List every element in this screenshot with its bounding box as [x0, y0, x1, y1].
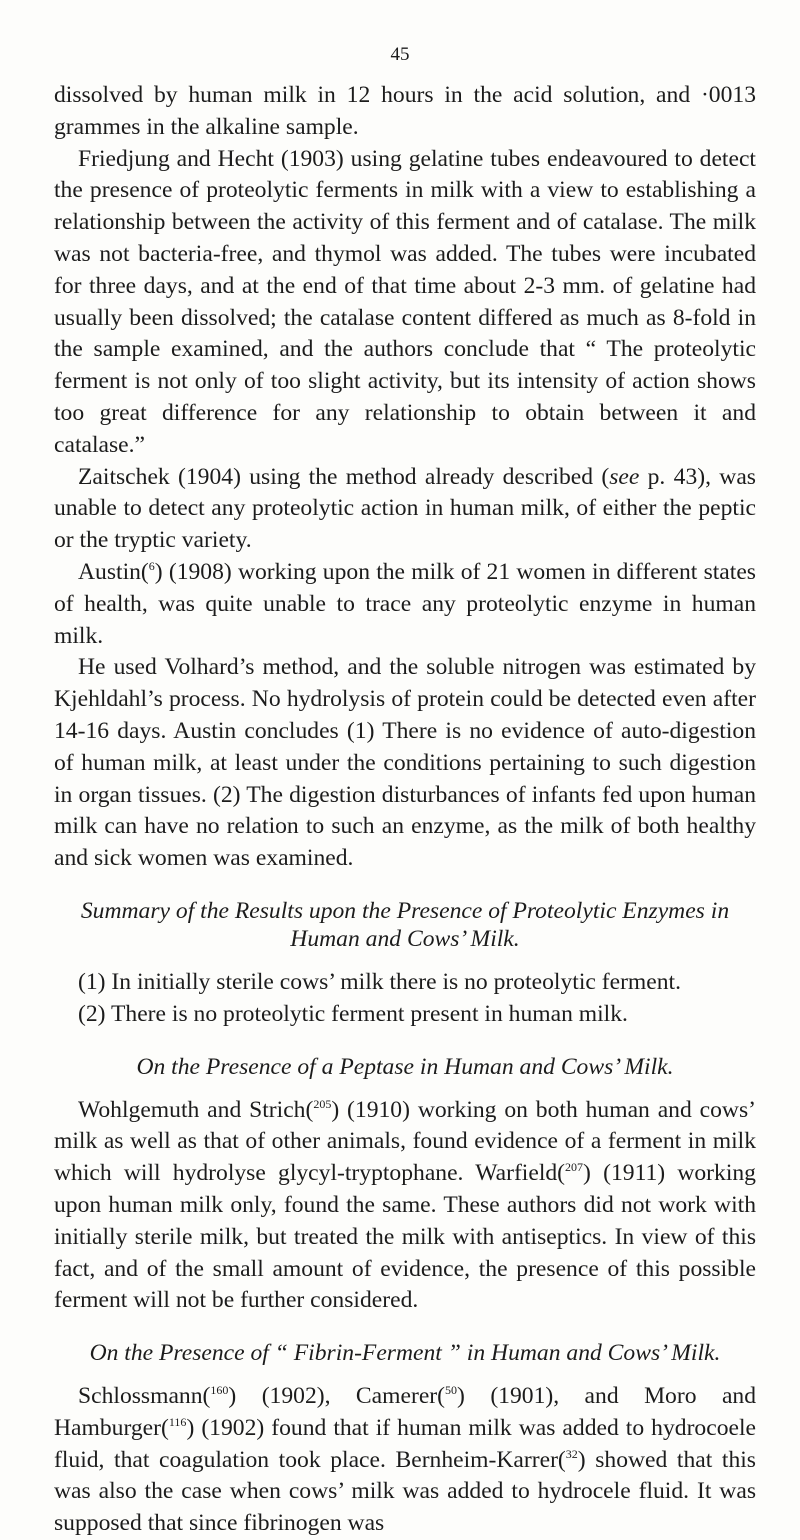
peptase-heading: On the Presence of a Peptase in Human and Cows’ Milk.	[136, 1053, 674, 1080]
fibrin-text-d: ) (1902) found that if human milk was added to hydrocoele fluid, that coagulation took place. Bernheim-Karrer(	[54, 1414, 756, 1473]
summary-item-1: (1) In initially sterile cows’ milk there is no proteolytic ferment.	[78, 968, 681, 995]
fibrin-ref-c: 116	[168, 1414, 187, 1429]
peptase-text-c: ) (1911) working upon human milk only, found the same. These authors did not work with initially sterile milk, but treated the milk with antiseptics. In view of this fact, and of the small amount of evidence, the presence of this possible ferment will not be further considered.	[54, 1160, 756, 1314]
peptase-ref-a: 205	[313, 1096, 332, 1111]
fibrin-text-c: ) (1901), and Moro and Hamburger(	[54, 1383, 757, 1441]
fibrin-text-a: Schlossmann(	[78, 1383, 211, 1410]
paragraph-continuation: dissolved by human milk in 12 hours in the acid solution, and ·0013 grammes in the alkaline sample.	[54, 82, 756, 140]
austin-pre: Austin(	[78, 558, 149, 585]
fibrin-ref-d: 32	[565, 1446, 578, 1461]
fibrin-text-b: ) (1902), Camerer(	[228, 1383, 446, 1410]
summary-heading: Summary of the Results upon the Presence of Proteolytic Enzymes in Human and Cows’ Milk.	[80, 897, 730, 952]
page-number: 45	[390, 44, 410, 65]
paragraph-zaitschek	[54, 462, 756, 557]
paragraph-volhard: He used Volhard’s method, and the soluble nitrogen was estimated by Kjehldahl’s process. No hydrolysis of protein could be detected even after 14-16 days. Austin concludes (1) There is no evidence of auto-digestion of human milk, at least under the conditions pertaining to such digestion in organ tissues. (2) The digestion disturbances of infants fed upon human milk can have no relation to such an enzyme, as the milk of both healthy and sick women was examined.	[54, 654, 756, 872]
body-text	[54, 80, 756, 1540]
fibrin-ref-b: 50	[445, 1383, 458, 1398]
fibrin-ref-a: 160	[210, 1383, 229, 1398]
peptase-ref-b: 207	[565, 1160, 584, 1175]
fibrin-text-e: ) showed that this was also the case when cows’ milk was added to hydrocele fluid. It was supposed that since fibrinogen was	[54, 1446, 756, 1537]
austin-ref: 6	[148, 558, 155, 573]
paragraph-friedjung-hecht: Friedjung and Hecht (1903) using gelatine tubes endeavoured to detect the presence of proteolytic ferments in milk with a view to establishing a relationship between the activity of this ferment and of catalase. The milk was not bacteria-free, and thymol was added. The tubes were incubated for three days, and at the end of that time about 2-3 mm. of gelatine had usually been dissolved; the catalase content differed as much as 8-fold in the sample examined, and the authors conclude that “ The proteolytic ferment is not only of too slight activity, but its intensity of action shows too great difference for any relationship to obtain between it and catalase.”	[54, 145, 756, 458]
summary-item-2: (2) There is no proteolytic ferment present in human milk.	[78, 1000, 628, 1027]
paragraph-fibrin	[54, 1381, 756, 1540]
zaitschek-see: see	[609, 463, 640, 490]
paragraph-austin	[54, 557, 756, 652]
peptase-text-b: ) (1910) working on both human and cows’ milk as well as that of other animals, found evidence of a ferment in milk which will hydrolyse glycyl-tryptophane. Warfield(	[54, 1096, 756, 1187]
peptase-text-a: Wohlgemuth and Strich(	[78, 1096, 314, 1123]
fibrin-heading: On the Presence of “ Fibrin-Ferment ” in Human and Cows’ Milk.	[89, 1340, 721, 1367]
zaitschek-text: Zaitschek (1904) using the method already described (	[78, 463, 610, 490]
austin-post: ) (1908) working upon the milk of 21 women in different states of health, was quite unable to trace any proteolytic enzyme in human milk.	[54, 558, 756, 649]
zaitschek-tail: p. 43), was unable to detect any proteolytic action in human milk, of either the peptic or the tryptic variety.	[54, 463, 756, 554]
paragraph-peptase	[54, 1095, 756, 1318]
